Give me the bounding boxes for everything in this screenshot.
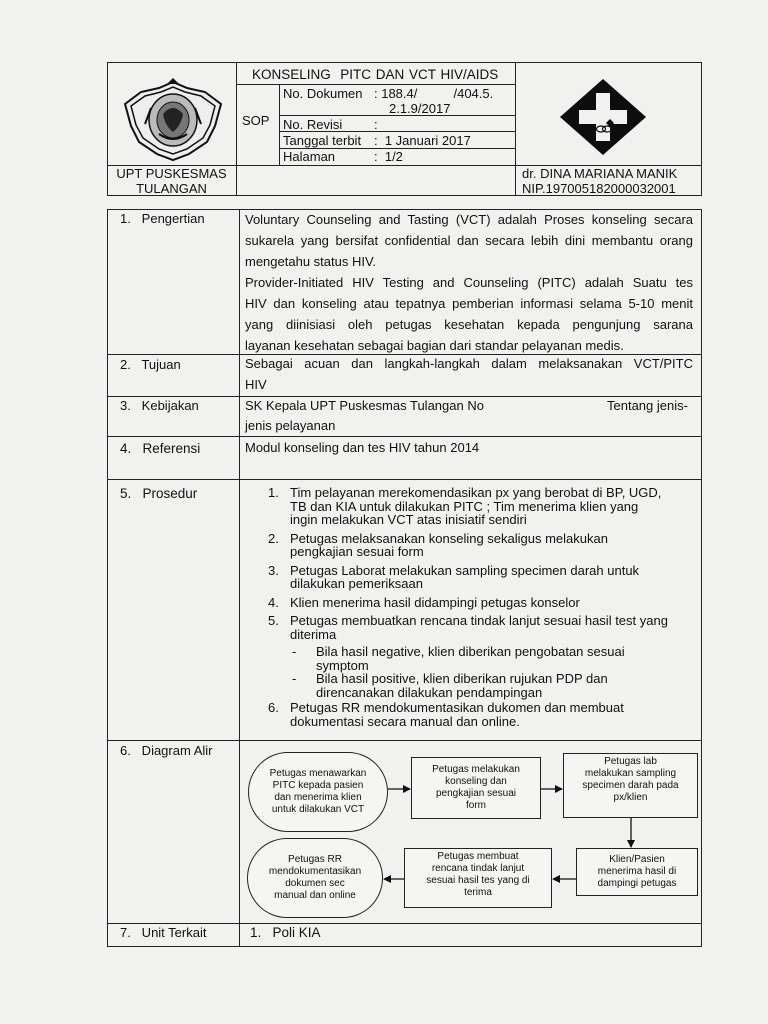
step-number: 6.: [268, 700, 279, 715]
section-label-definition: 1. Pengertian: [120, 211, 205, 226]
step-line: Petugas Laborat melakukan sampling specimen darah untuk: [290, 562, 640, 578]
substep-line: Bila hasil positive, klien diberikan rujukan PDP dan: [316, 671, 608, 686]
signer-nip: NIP.197005182000032001: [522, 181, 676, 196]
step-line: dilakukan pemeriksaan: [290, 576, 423, 591]
substep-line: Bila hasil negative, klien diberikan pengobatan sesuai: [316, 644, 625, 659]
policy-text-cont: jenis pelayanan: [245, 418, 336, 433]
field-value-page: : 1/2: [374, 149, 403, 164]
field-value-issue-date: : 1 Januari 2017: [374, 133, 471, 148]
step-line: TB dan KIA untuk dilakukan PITC ; Tim menerima klien yang: [290, 498, 639, 514]
field-label-revision: No. Revisi: [283, 117, 343, 132]
step-line: Tim pelayanan merekomendasikan px yang berobat di BP, UGD,: [290, 485, 662, 500]
section-label-procedure: 5. Prosedur: [120, 486, 198, 501]
definition-line: HIV dan konseling atau tepatnya pemberian informasi selama 5-10 menit: [245, 296, 693, 311]
sop-label: SOP: [242, 113, 270, 128]
substep-line: symptom: [316, 657, 369, 673]
step-line: ingin melakukan VCT atas inisiatif sendiri: [290, 512, 527, 527]
definition-line: Provider-Initiated HIV Testing and Counseling (PITC) adalah Suatu tes: [245, 275, 693, 290]
signer-name: dr. DINA MARIANA MANIK: [522, 166, 678, 181]
organization-location: TULANGAN: [136, 181, 207, 196]
flow-step-follow-up-plan: Petugas membuat rencana tindak lanjut sesuai hasil tes yang di terima: [404, 848, 552, 908]
document-title: KONSELING PITC DAN VCT HIV/AIDS: [252, 67, 499, 82]
flow-step-lab-sampling: Petugas lab melakukan sampling specimen darah pada px/klien: [563, 753, 698, 818]
field-label-issue-date: Tanggal terbit: [283, 133, 362, 148]
step-line: Petugas RR mendokumentasikan dukomen dan membuat: [290, 700, 624, 715]
section-label-flow-diagram: 6. Diagram Alir: [120, 743, 213, 758]
policy-text-left: SK Kepala UPT Puskesmas Tulangan No: [245, 398, 484, 413]
policy-text-right: Tentang jenis-: [607, 398, 688, 413]
definition-line: mengetahu status HIV.: [245, 254, 377, 269]
step-line: diterima: [290, 626, 337, 642]
substep-dash: -: [292, 644, 297, 659]
field-value-document-number-cont: 2.1.9/2017: [389, 101, 451, 116]
section-label-reference: 4. Referensi: [120, 441, 201, 456]
substep-dash: -: [292, 671, 297, 686]
field-label-document-number: No. Dokumen: [283, 86, 363, 101]
section-label-policy: 3. Kebijakan: [120, 398, 199, 413]
substep-line: direncanakan dilakukan pendampingan: [316, 684, 543, 700]
step-line: Petugas membuatkan rencana tindak lanjut sesuai hasil test yang: [290, 613, 668, 628]
definition-line: layanan kesehatan sebagai bagian dari standar pelayanan medis.: [245, 338, 624, 353]
flow-step-offer-pitc: Petugas menawarkan PITC kepada pasien dan menerima klien untuk dilakukan VCT: [248, 752, 388, 832]
field-label-page: Halaman: [283, 149, 336, 164]
purpose-line: HIV: [245, 377, 267, 392]
step-number: 2.: [268, 530, 279, 546]
reference-text: Modul konseling dan tes HIV tahun 2014: [245, 440, 480, 455]
definition-line: sukarela yang bersifat confidential dan secara lebih dini membantu orang: [245, 233, 693, 248]
step-number: 1.: [268, 485, 279, 500]
step-number: 4.: [268, 594, 279, 610]
related-unit-item: 1. Poli KIA: [250, 925, 321, 940]
step-line: Petugas melaksanakan konseling sekaligus melakukan: [290, 530, 608, 546]
step-number: 3.: [268, 562, 279, 578]
definition-line: yang diinisiasi oleh petugas kesehatan kepada pengunjung sarana: [245, 317, 693, 332]
step-line: Klien menerima hasil didampingi petugas konselor: [290, 594, 580, 610]
flow-step-counseling: Petugas melakukan konseling dan pengkajian sesuai form: [411, 757, 541, 819]
purpose-line: Sebagai acuan dan langkah-langkah dalam melaksanakan VCT/PITC: [245, 356, 693, 371]
step-number: 5.: [268, 613, 279, 628]
flow-step-documentation: Petugas RR mendokumentasikan dokumen sec manual dan online: [247, 838, 383, 918]
field-value-revision: :: [374, 117, 378, 132]
field-value-document-number: : 188.4/ /404.5.: [374, 86, 494, 101]
step-line: pengkajian sesuai form: [290, 544, 424, 559]
section-label-purpose: 2. Tujuan: [120, 357, 181, 372]
flow-step-receive-result: Klien/Pasien menerima hasil di dampingi petugas: [576, 848, 698, 896]
organization-name: UPT PUSKESMAS: [116, 166, 227, 181]
definition-line: Voluntary Counseling and Tasting (VCT) adalah Proses konseling secara: [245, 212, 693, 227]
step-line: dokumentasi secara manual dan online.: [290, 713, 520, 729]
section-label-related-unit: 7. Unit Terkait: [120, 925, 207, 940]
